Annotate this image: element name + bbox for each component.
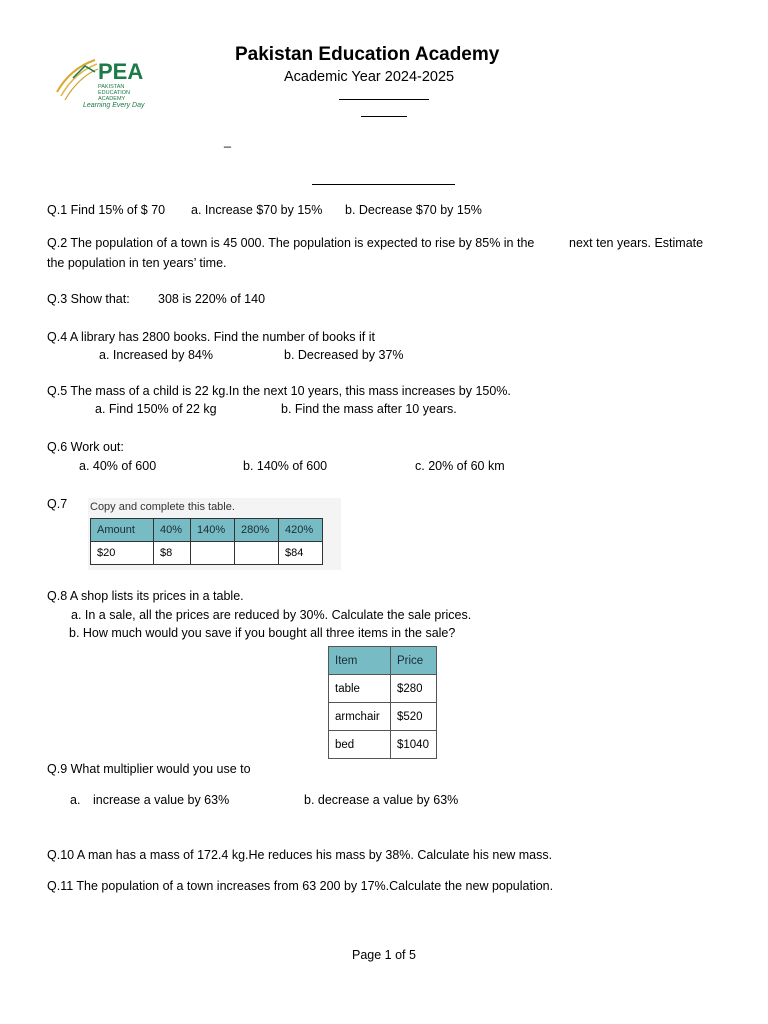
q5-part-b: b. Find the mass after 10 years. <box>281 402 457 416</box>
q8-part-b: b. How much would you save if you bought all three items in the sale? <box>69 626 456 640</box>
q6-part-c: c. 20% of 60 km <box>415 459 505 473</box>
table-cell: $84 <box>279 542 323 565</box>
table-row <box>91 542 323 565</box>
table-header-cell: 140% <box>191 519 235 542</box>
name-blank-line <box>339 99 429 100</box>
q1-label: Q.1 Find 15% of $ 70 <box>47 203 166 217</box>
table-cell: $8 <box>154 542 191 565</box>
q8-label: Q.8 A shop lists its prices in a table. <box>47 589 244 603</box>
school-logo <box>55 56 170 116</box>
dash-mark: _ <box>224 134 231 148</box>
q7-table-caption: Copy and complete this table. <box>90 501 235 513</box>
table-header-cell: Amount <box>91 519 154 542</box>
table-header-cell: Item <box>329 647 391 675</box>
logo-swoosh-icon <box>55 58 99 104</box>
table-row <box>329 703 437 731</box>
table-row <box>329 675 437 703</box>
q5-part-a: a. Find 150% of 22 kg <box>95 402 217 416</box>
q2-line-1: Q.2 The population of a town is 45 000. The population is expected to rise by 85% in the <box>47 236 535 250</box>
table-header-cell: Price <box>391 647 437 675</box>
q7-label: Q.7 <box>47 497 68 511</box>
class-blank-line <box>361 116 407 117</box>
section-underline <box>312 184 455 185</box>
q4-part-a: a. Increased by 84% <box>99 348 213 362</box>
logo-line-1: PAKISTAN <box>98 84 125 90</box>
table-cell: $1040 <box>391 731 437 759</box>
q4-label: Q.4 A library has 2800 books. Find the number of books if it <box>47 330 375 344</box>
logo-line-2: EDUCATION <box>98 90 130 96</box>
school-name: Pakistan Education Academy <box>235 44 500 65</box>
q6-part-a: a. 40% of 600 <box>79 459 157 473</box>
q9-part-a-marker: a. <box>70 793 81 807</box>
table-header-cell: 420% <box>279 519 323 542</box>
logo-line-3: ACADEMY <box>98 96 126 102</box>
q1-part-a: a. Increase $70 by 15% <box>191 203 323 217</box>
q9-part-a: increase a value by 63% <box>93 793 230 807</box>
academic-year: Academic Year 2024-2025 <box>284 69 455 85</box>
table-cell: bed <box>329 731 391 759</box>
q8-part-a: a. In a sale, all the prices are reduced by 30%. Calculate the sale prices. <box>71 608 472 622</box>
table-header-row <box>329 647 437 675</box>
q2-line-2: the population in ten years’ time. <box>47 256 227 270</box>
q7-percent-table <box>90 518 323 565</box>
q5-label: Q.5 The mass of a child is 22 kg.In the next 10 years, this mass increases by 150%. <box>47 384 511 398</box>
q10-text: Q.10 A man has a mass of 172.4 kg.He reduces his mass by 38%. Calculate his new mass. <box>47 848 553 862</box>
q6-label: Q.6 Work out: <box>47 440 124 454</box>
q11-text: Q.11 The population of a town increases from 63 200 by 17%.Calculate the new population. <box>47 879 554 893</box>
table-row <box>329 731 437 759</box>
table-cell: armchair <box>329 703 391 731</box>
q6-part-b: b. 140% of 600 <box>243 459 328 473</box>
table-cell: $20 <box>91 542 154 565</box>
q8-price-table <box>328 646 437 759</box>
logo-tagline: Learning Every Day <box>83 102 145 109</box>
table-header-row <box>91 519 323 542</box>
table-cell <box>235 542 279 565</box>
table-cell: $520 <box>391 703 437 731</box>
table-header-cell: 40% <box>154 519 191 542</box>
page-number: Page 1 of 5 <box>352 948 416 962</box>
q9-label: Q.9 What multiplier would you use to <box>47 762 251 776</box>
q7-table-panel <box>88 498 341 570</box>
table-cell: $280 <box>391 675 437 703</box>
table-cell: table <box>329 675 391 703</box>
q2-line-1b: next ten years. Estimate <box>569 236 704 250</box>
q1-part-b: b. Decrease $70 by 15% <box>345 203 482 217</box>
q9-part-b: b. decrease a value by 63% <box>304 793 459 807</box>
logo-brand: PEA <box>98 59 144 84</box>
table-cell <box>191 542 235 565</box>
table-header-cell: 280% <box>235 519 279 542</box>
q4-part-b: b. Decreased by 37% <box>284 348 404 362</box>
q3-label: Q.3 Show that: <box>47 292 130 306</box>
q3-text: 308 is 220% of 140 <box>158 292 266 306</box>
